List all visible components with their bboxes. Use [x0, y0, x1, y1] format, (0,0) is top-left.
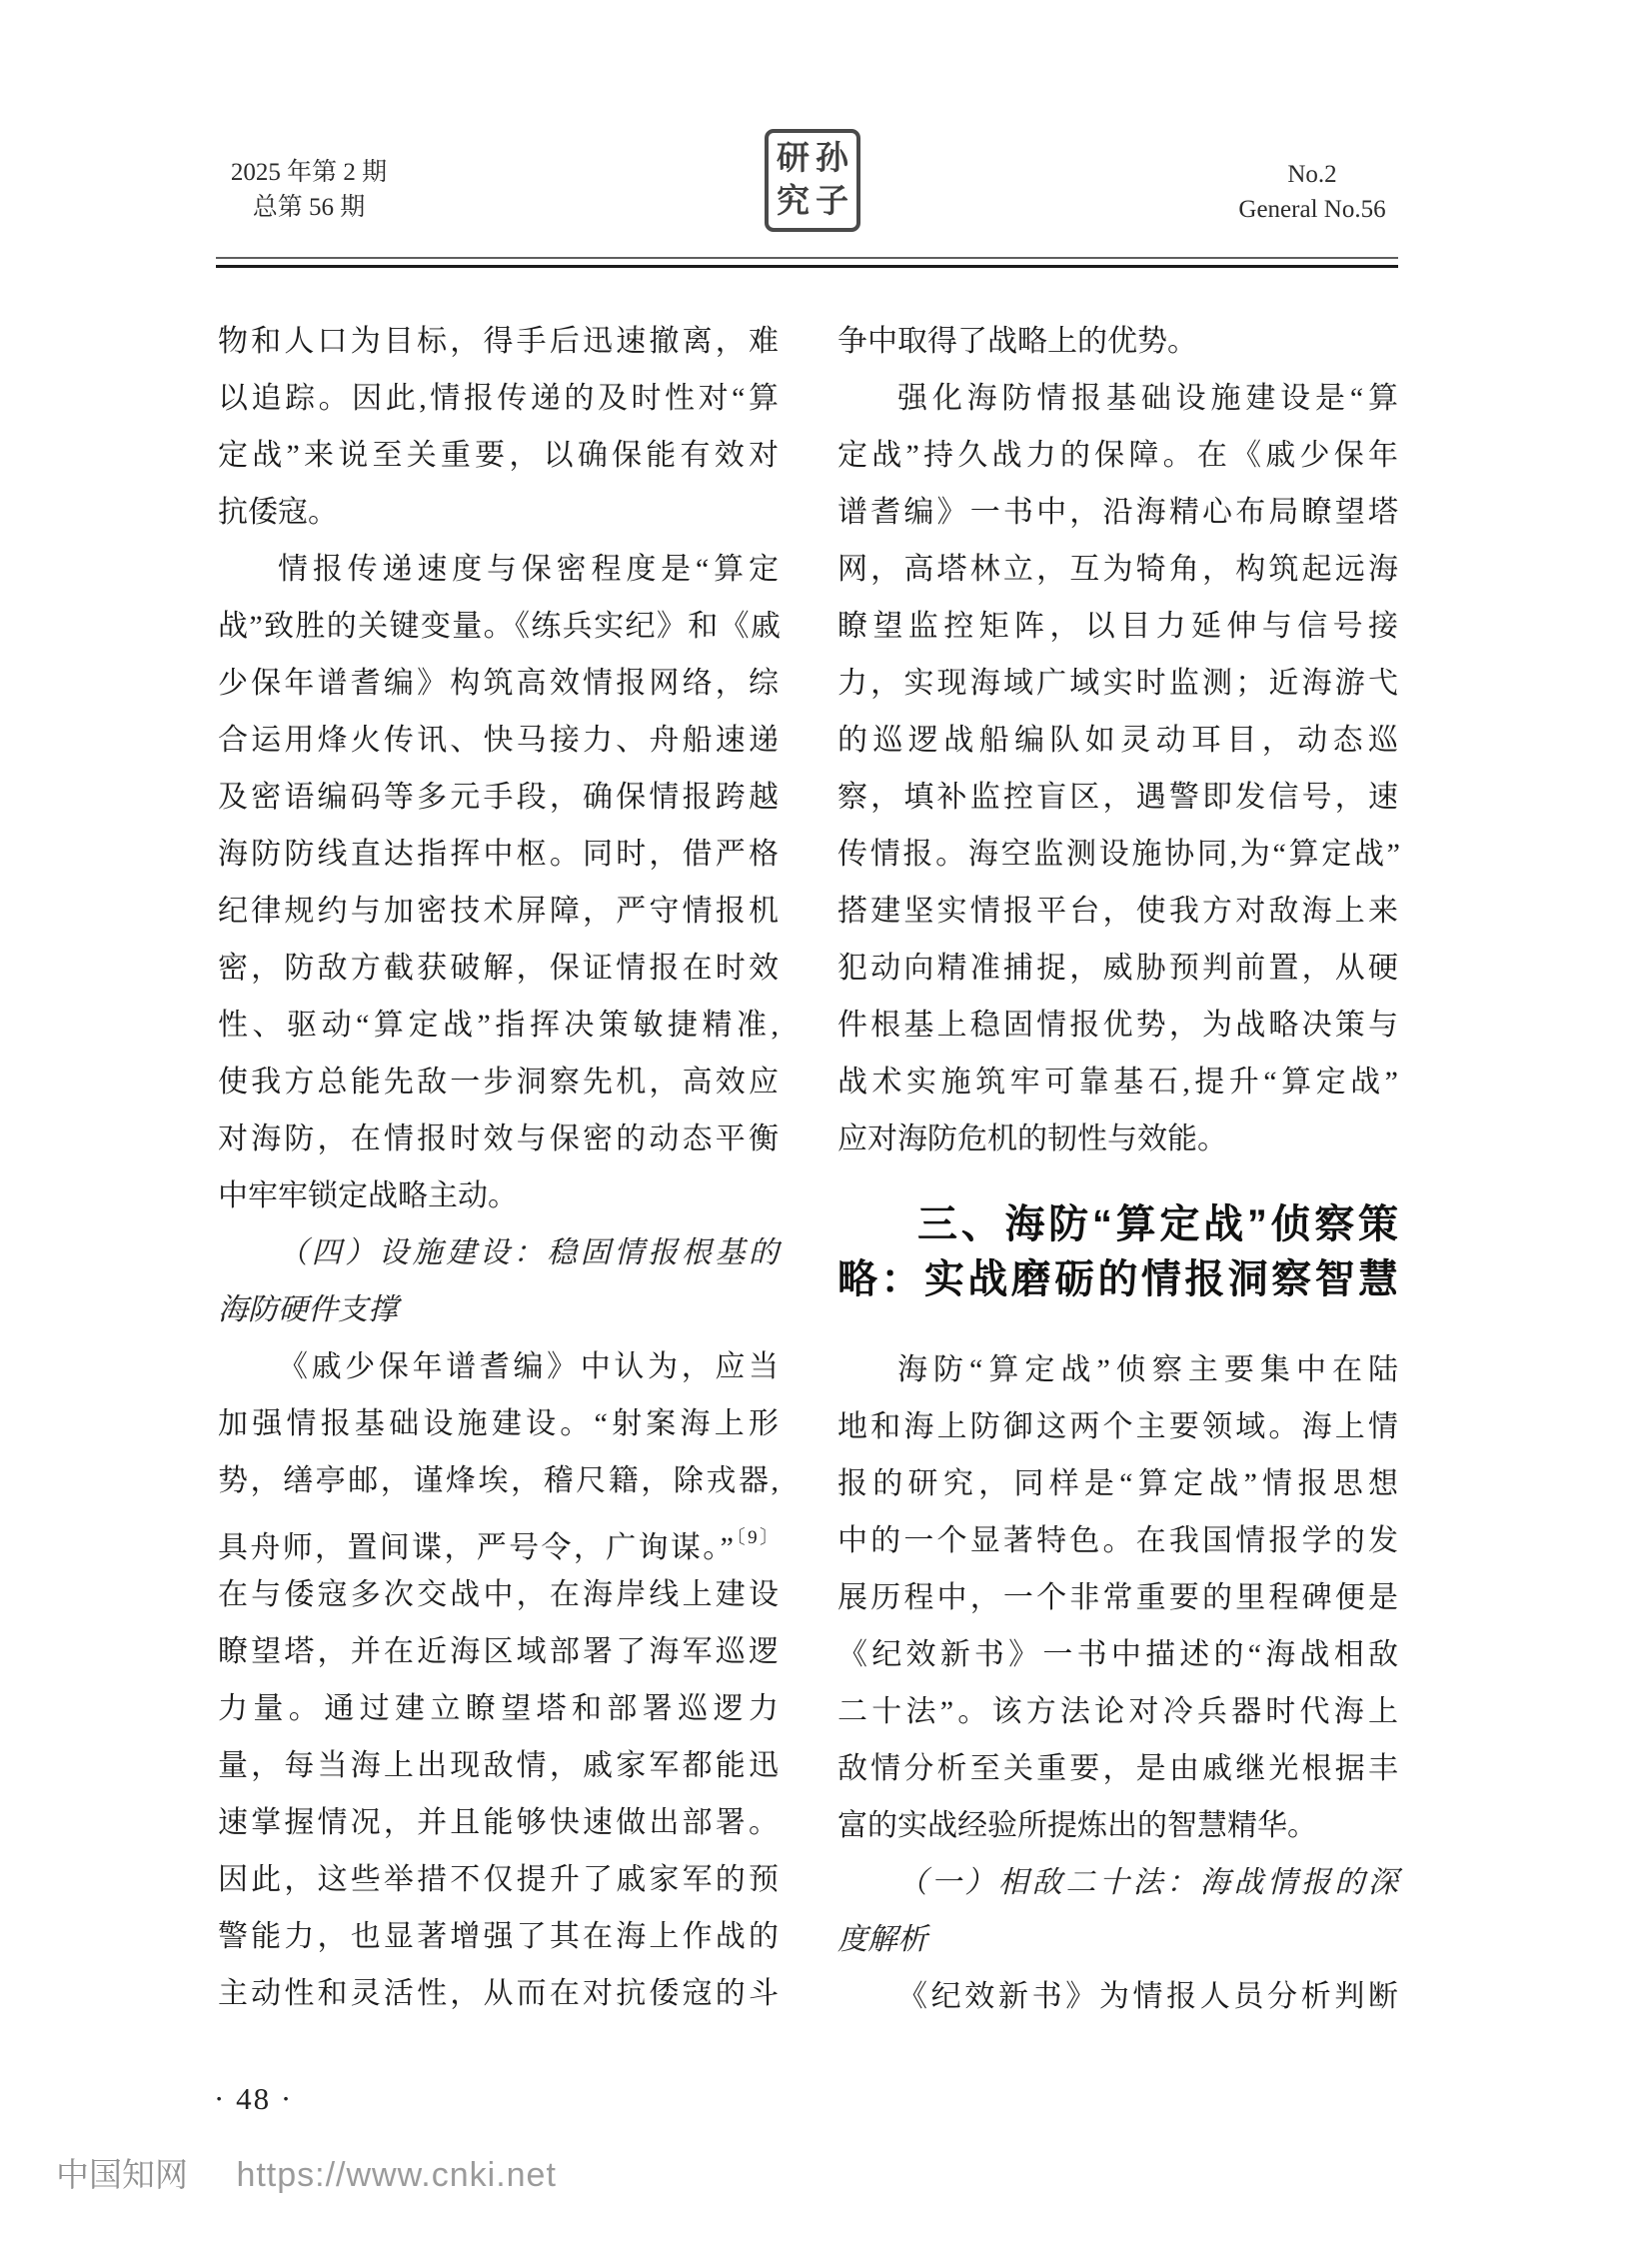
- text-line: 密，防敌方截获破解，保证情报在时效: [218, 952, 779, 985]
- footnote-reference: 〔9〕: [733, 1527, 779, 1548]
- text-line: 争中取得了战略上的优势。: [837, 325, 1197, 358]
- text-line: 二十法”。该方法论对冷兵器时代海上: [837, 1695, 1398, 1728]
- issue-number-cn: 2025 年第 2 期: [230, 159, 388, 186]
- issue-number-en: No.2: [1287, 161, 1337, 188]
- text-line: 《纪效新书》一书中描述的“海战相敌: [837, 1638, 1398, 1671]
- text-line: 因此，这些举措不仅提升了戚家军的预: [218, 1863, 779, 1896]
- text-line: 性、驱动“算定战”指挥决策敏捷精准,: [218, 1009, 779, 1042]
- text-line: 纪律规约与加密技术屏障，严守情报机: [218, 895, 779, 928]
- text-line: 谱耆编》一书中，沿海精心布局瞭望塔: [837, 496, 1398, 529]
- text-line: 搭建坚实情报平台，使我方对敌海上来: [837, 895, 1398, 928]
- text-line: 战术实施筑牢可靠基石,提升“算定战”: [837, 1066, 1398, 1099]
- text-line: 对海防，在情报时效与保密的动态平衡: [218, 1122, 779, 1155]
- text-line: 中的一个显著特色。在我国情报学的发: [837, 1524, 1398, 1557]
- text-line: 犯动向精准捕捉，威胁预判前置，从硬: [837, 952, 1398, 985]
- text-line: 加强情报基础设施建设。“射案海上形: [218, 1407, 779, 1440]
- text-line: 海防“算定战”侦察主要集中在陆: [897, 1353, 1398, 1386]
- text-line: 展历程中，一个非常重要的里程碑便是: [837, 1581, 1398, 1614]
- text-line: 地和海上防御这两个主要领域。海上情: [837, 1410, 1398, 1443]
- subheading-line: （一）相敌二十法：海战情报的深: [897, 1866, 1398, 1899]
- seal-left-column-text: 研究: [777, 140, 810, 220]
- issue-total-cn: 总第 56 期: [252, 194, 366, 221]
- text-line: 以追踪。因此,情报传递的及时性对“算: [218, 382, 779, 415]
- text-line: 警能力，也显著增强了其在海上作战的: [218, 1920, 779, 1953]
- subheading-line: 海防硬件支撑: [218, 1293, 398, 1326]
- cnki-site-url[interactable]: https://www.cnki.net: [236, 2156, 557, 2194]
- subheading-line: 度解析: [837, 1923, 927, 1956]
- text-line: 《纪效新书》为情报人员分析判断: [897, 1980, 1398, 2013]
- cnki-watermark: [56, 2149, 557, 2196]
- text-line: 在与倭寇多次交战中，在海岸线上建设: [218, 1578, 779, 1611]
- text-line: 报的研究，同样是“算定战”情报思想: [837, 1467, 1398, 1500]
- text-line: 主动性和灵活性，从而在对抗倭寇的斗: [218, 1977, 779, 2010]
- text-line: 强化海防情报基础设施建设是“算: [897, 382, 1398, 415]
- text-line: 瞭望监控矩阵，以目力延伸与信号接: [837, 610, 1398, 643]
- seal-right-column-text: 孙子: [816, 140, 848, 220]
- text-line: 使我方总能先敌一步洞察先机，高效应: [218, 1066, 779, 1099]
- text-line: 中牢牢锁定战略主动。: [218, 1179, 518, 1212]
- header-divider-top: [216, 257, 1398, 259]
- text-line: 情报传递速度与保密程度是“算定: [278, 553, 779, 586]
- text-line: 瞭望塔，并在近海区域部署了海军巡逻: [218, 1635, 779, 1668]
- text-line: 《戚少保年谱耆编》中认为，应当: [278, 1350, 779, 1383]
- text-column-left: [218, 313, 779, 2022]
- text-line: 网，高塔林立，互为犄角，构筑起远海: [837, 553, 1398, 586]
- section-heading-line: 略：实战磨砺的情报洞察智慧: [837, 1257, 1398, 1301]
- text-line: 传情报。海空监测设施协同,为“算定战”: [837, 838, 1398, 871]
- subheading-line: （四）设施建设：稳固情报根基的: [278, 1236, 779, 1269]
- text-line: 件根基上稳固情报优势，为战略决策与: [837, 1009, 1398, 1042]
- text-line: 速掌握情况，并且能够快速做出部署。: [218, 1806, 779, 1839]
- text-line: 定战”来说至关重要，以确保能有效对: [218, 439, 779, 472]
- text-line: 量，每当海上出现敌情，戚家军都能迅: [218, 1749, 779, 1782]
- text-line: 定战”持久战力的保障。在《戚少保年: [837, 439, 1398, 472]
- text-line: 合运用烽火传讯、快马接力、舟船速递: [218, 724, 779, 757]
- header-issue-info-cn: [214, 155, 404, 225]
- text-line: 势，缮亭邮，谨烽埃，稽尺籍，除戎器,: [218, 1464, 779, 1497]
- text-line: 应对海防危机的韧性与效能。: [837, 1122, 1227, 1155]
- text-line: 的巡逻战船编队如灵动耳目，动态巡: [837, 724, 1398, 757]
- text-line: 敌情分析至关重要，是由戚继光根据丰: [837, 1752, 1398, 1785]
- text-line: 察，填补监控盲区，遇警即发信号，速: [837, 781, 1398, 814]
- text-line: 战”致胜的关键变量。《练兵实纪》和《戚: [218, 610, 779, 643]
- text-line: 物和人口为目标，得手后迅速撤离，难: [218, 325, 779, 358]
- page-number: · 48 ·: [214, 2081, 294, 2116]
- text-line: 力量。通过建立瞭望塔和部署巡逻力: [218, 1692, 779, 1725]
- header-divider-bottom: [216, 265, 1398, 268]
- text-line: 抗倭寇。: [218, 496, 338, 529]
- journal-seal: [765, 129, 860, 232]
- text-line: 富的实战经验所提炼出的智慧精华。: [837, 1809, 1317, 1842]
- cnki-site-name: 中国知网: [56, 2156, 188, 2193]
- text-column-right: [837, 313, 1398, 2025]
- section-heading-line: 三、海防“算定战”侦察策: [917, 1202, 1398, 1246]
- text-line: 海防防线直达指挥中枢。同时，借严格: [218, 838, 779, 871]
- text-line: 及密语编码等多元手段，确保情报跨越: [218, 781, 779, 814]
- issue-total-en: General No.56: [1238, 196, 1386, 223]
- text-line: 具舟师，置间谍，严号令，广询谋。”$^{〔9〕}$: [218, 1527, 779, 1564]
- text-line: 少保年谱耆编》构筑高效情报网络，综: [218, 667, 779, 700]
- text-line: 力，实现海域广域实时监测；近海游弋: [837, 667, 1398, 700]
- header-issue-info-en: [1217, 157, 1407, 227]
